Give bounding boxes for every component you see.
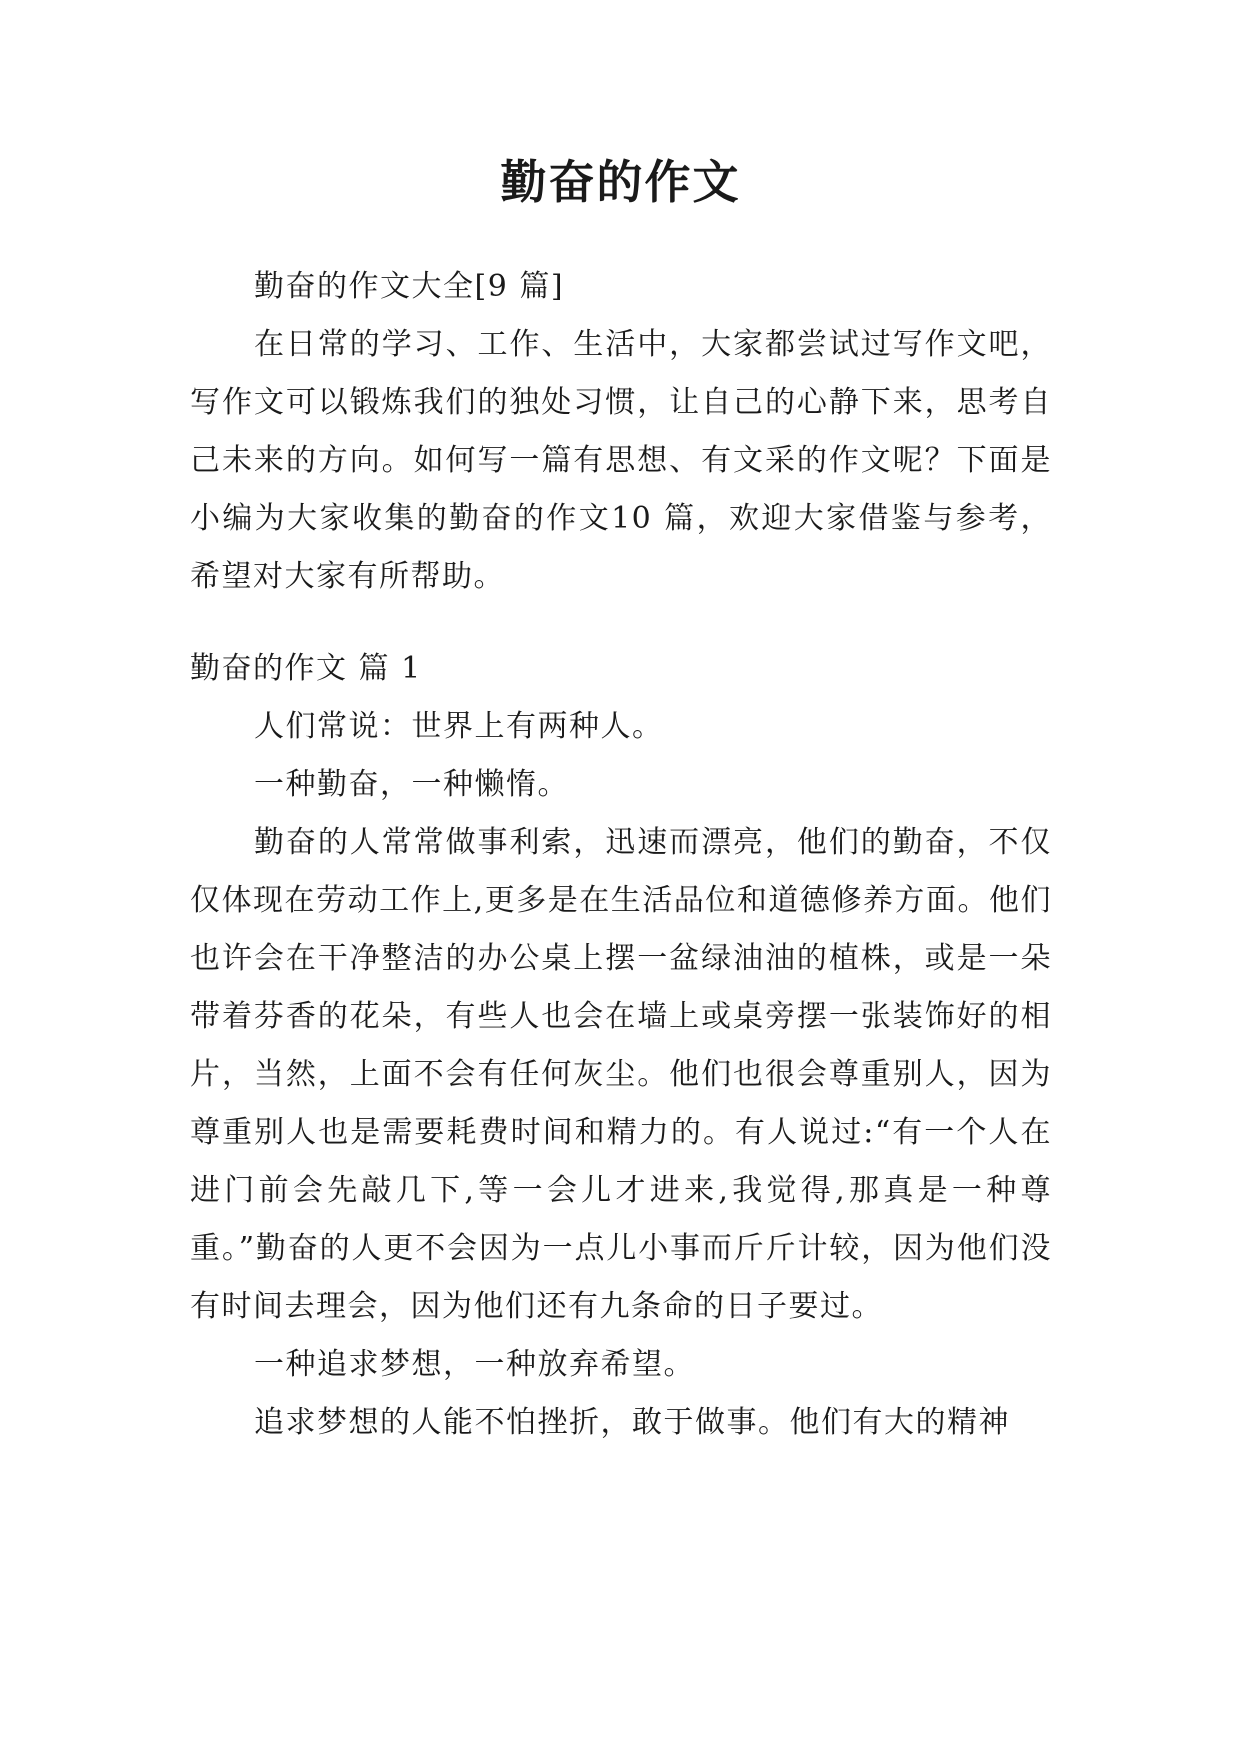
body-paragraph: 追求梦想的人能不怕挫折，敢于做事。他们有大的精神 <box>254 1405 1010 1440</box>
section-spacer <box>190 606 1052 640</box>
document-body <box>190 258 1052 1452</box>
body-paragraph: 一种追求梦想，一种放弃希望。 <box>254 1347 695 1382</box>
document-title: 勤奋的作文 <box>500 155 741 209</box>
body-paragraph: 人们常说：世界上有两种人。 <box>254 709 664 744</box>
body-paragraph: 一种勤奋，一种懒惰。 <box>254 767 569 802</box>
body-paragraph: 勤奋的人常常做事利索，迅速而漂亮，他们的勤奋，不仅仅体现在劳动工作上,更多是在生活品位和道德修养方面。他们也许会在干净整洁的办公桌上摆一盆绿油油的植株，或是一朵带着芬香的花朵，有些人也会在墙上或桌旁摆一张装饰好的相片，当然，上面不会有任何灰尘。他们也很会尊重别人，因为尊重别人也是需要耗费时间和精力的。有人说过:“有一个人在进门前会先敲几下,等一会儿才进来,我觉得,那真是一种尊重。”勤奋的人更不会因为一点儿小事而斤斤计较，因为他们没有时间去理会，因为他们还有九条命的日子要过。 <box>190 825 1052 1324</box>
intro-paragraph: 在日常的学习、工作、生活中，大家都尝试过写作文吧，写作文可以锻炼我们的独处习惯，让自己的心静下来，思考自己未来的方向。如何写一篇有思想、有文采的作文呢？下面是小编为大家收集的勤奋的作文10 篇，欢迎大家借鉴与参考，希望对大家有所帮助。 <box>190 327 1052 594</box>
intro-subtitle: 勤奋的作文大全[9 篇] <box>254 269 565 304</box>
section-heading: 勤奋的作文 篇 1 <box>190 651 422 686</box>
